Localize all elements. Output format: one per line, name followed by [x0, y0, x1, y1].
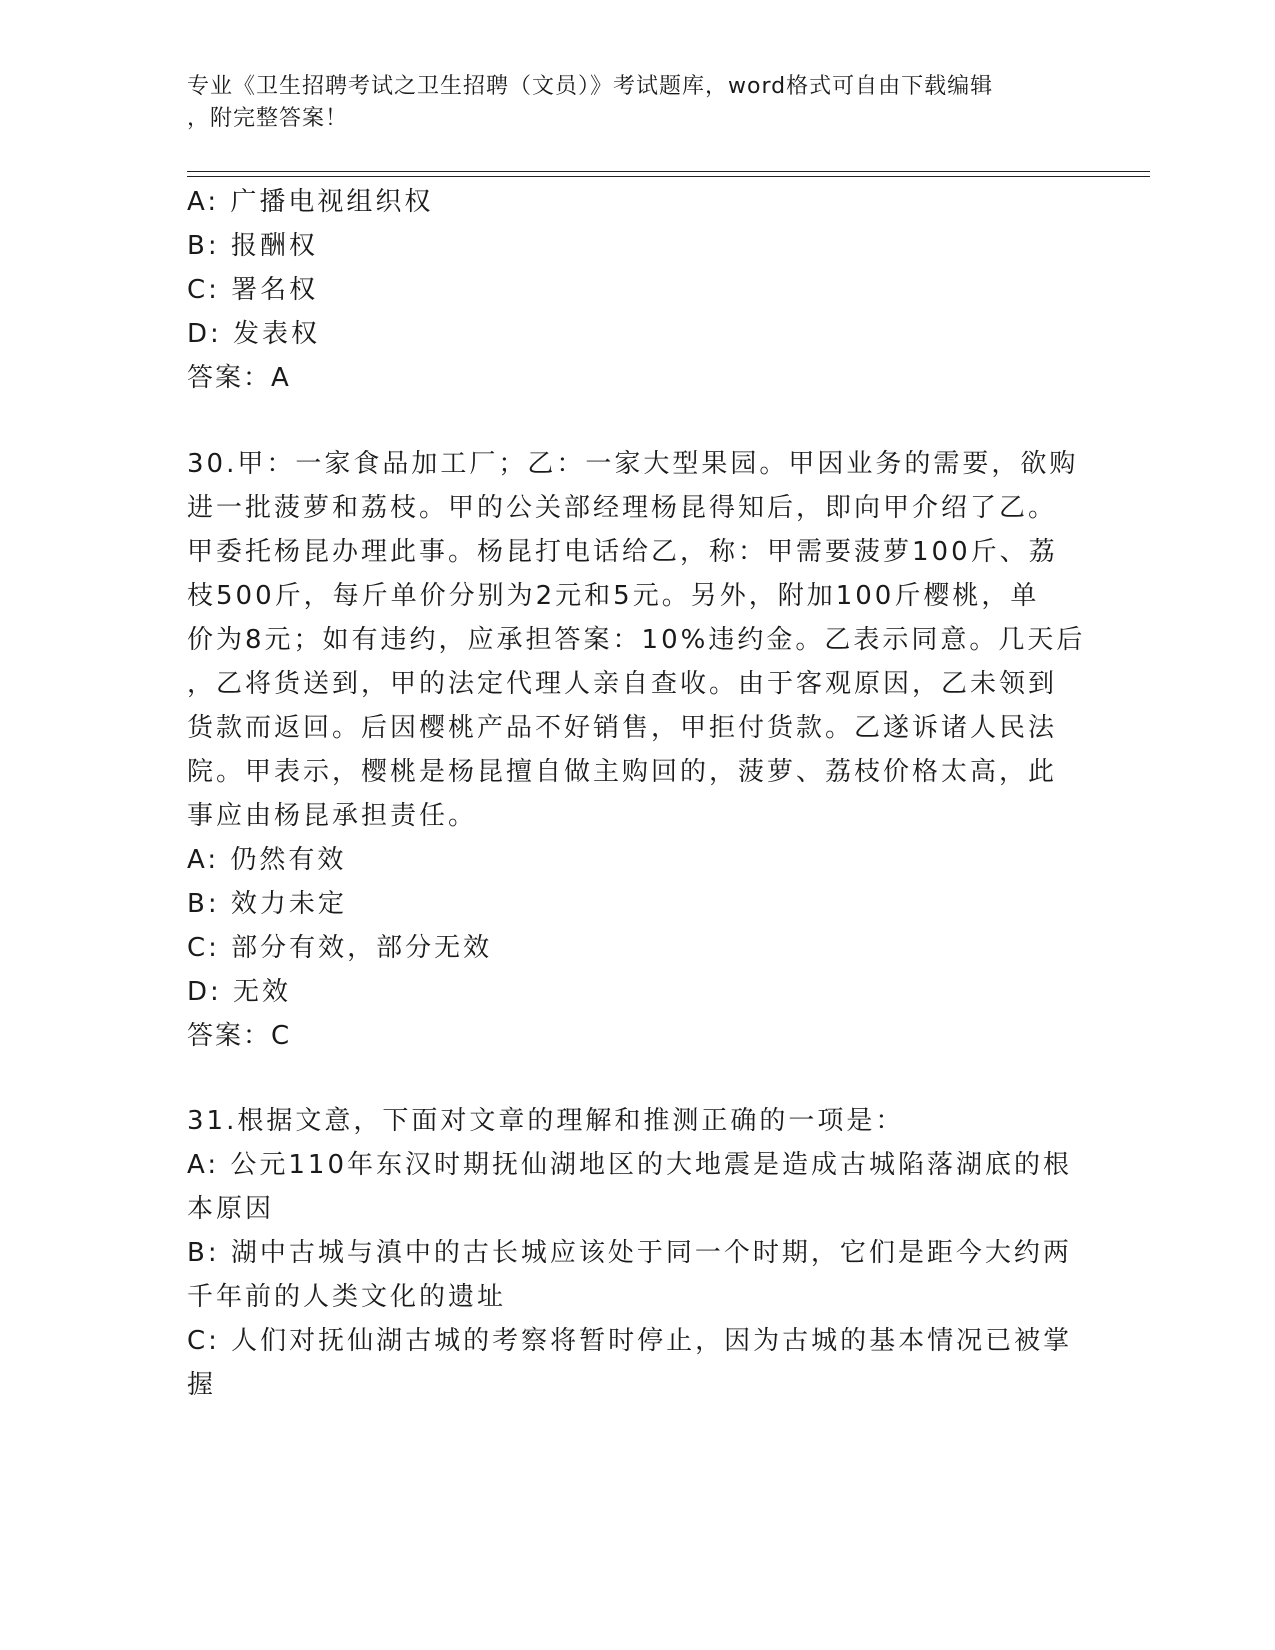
q29-answer: 答案：A: [187, 363, 291, 393]
q30-stem-line-3: 甲委托杨昆办理此事。杨昆打电话给乙，称：甲需要菠萝100斤、荔: [187, 537, 1058, 567]
q30-option-d: D: 无效: [187, 977, 292, 1007]
q29-option-d: D: 发表权: [187, 319, 321, 349]
q30-stem-line-7: 货款而返回。后因樱桃产品不好销售，甲拒付货款。乙遂诉诸人民法: [187, 713, 1058, 743]
q30-stem-line-2: 进一批菠萝和荔枝。甲的公关部经理杨昆得知后，即向甲介绍了乙。: [187, 493, 1058, 523]
q30-stem-line-8: 院。甲表示，樱桃是杨昆擅自做主购回的，菠萝、荔枝价格太高，此: [187, 757, 1058, 787]
header-rule-bottom: [187, 176, 1150, 177]
q30-stem-line-6: ，乙将货送到，甲的法定代理人亲自查收。由于客观原因，乙未领到: [187, 669, 1058, 699]
q29-option-c: C: 署名权: [187, 275, 319, 305]
q30-answer: 答案：C: [187, 1021, 292, 1051]
q30-stem-line-9: 事应由杨昆承担责任。: [187, 801, 478, 831]
q31-option-a-line-2: 本原因: [187, 1194, 275, 1224]
q30-stem-line-1: 30.甲：一家食品加工厂；乙：一家大型果园。甲因业务的需要，欲购: [187, 449, 1079, 479]
q30-option-a: A: 仍然有效: [187, 845, 347, 875]
q31-option-c-line-2: 握: [187, 1370, 217, 1400]
q31-stem-line-1: 31.根据文意，下面对文章的理解和推测正确的一项是：: [187, 1106, 905, 1136]
q31-option-b-line-1: B: 湖中古城与滇中的古长城应该处于同一个时期，它们是距今大约两: [187, 1238, 1072, 1268]
header-rule-top: [187, 171, 1150, 172]
q30-stem-line-5: 价为8元；如有违约，应承担答案：10%违约金。乙表示同意。几天后: [187, 625, 1086, 655]
q29-option-a: A: 广播电视组织权: [187, 187, 434, 217]
q30-option-c: C: 部分有效，部分无效: [187, 933, 493, 963]
header-text-line-1: 专业《卫生招聘考试之卫生招聘（文员）》考试题库，word格式可自由下载编辑: [187, 74, 994, 99]
q29-option-b: B: 报酬权: [187, 231, 318, 261]
q30-stem-line-4: 枝500斤，每斤单价分别为2元和5元。另外，附加100斤樱桃，单: [187, 581, 1040, 611]
header-text-line-2: ，附完整答案！: [187, 106, 349, 131]
q31-option-a-line-1: A: 公元110年东汉时期抚仙湖地区的大地震是造成古城陷落湖底的根: [187, 1150, 1072, 1180]
q31-option-c-line-1: C: 人们对抚仙湖古城的考察将暂时停止，因为古城的基本情况已被掌: [187, 1326, 1073, 1356]
q31-option-b-line-2: 千年前的人类文化的遗址: [187, 1282, 507, 1312]
q30-option-b: B: 效力未定: [187, 889, 347, 919]
